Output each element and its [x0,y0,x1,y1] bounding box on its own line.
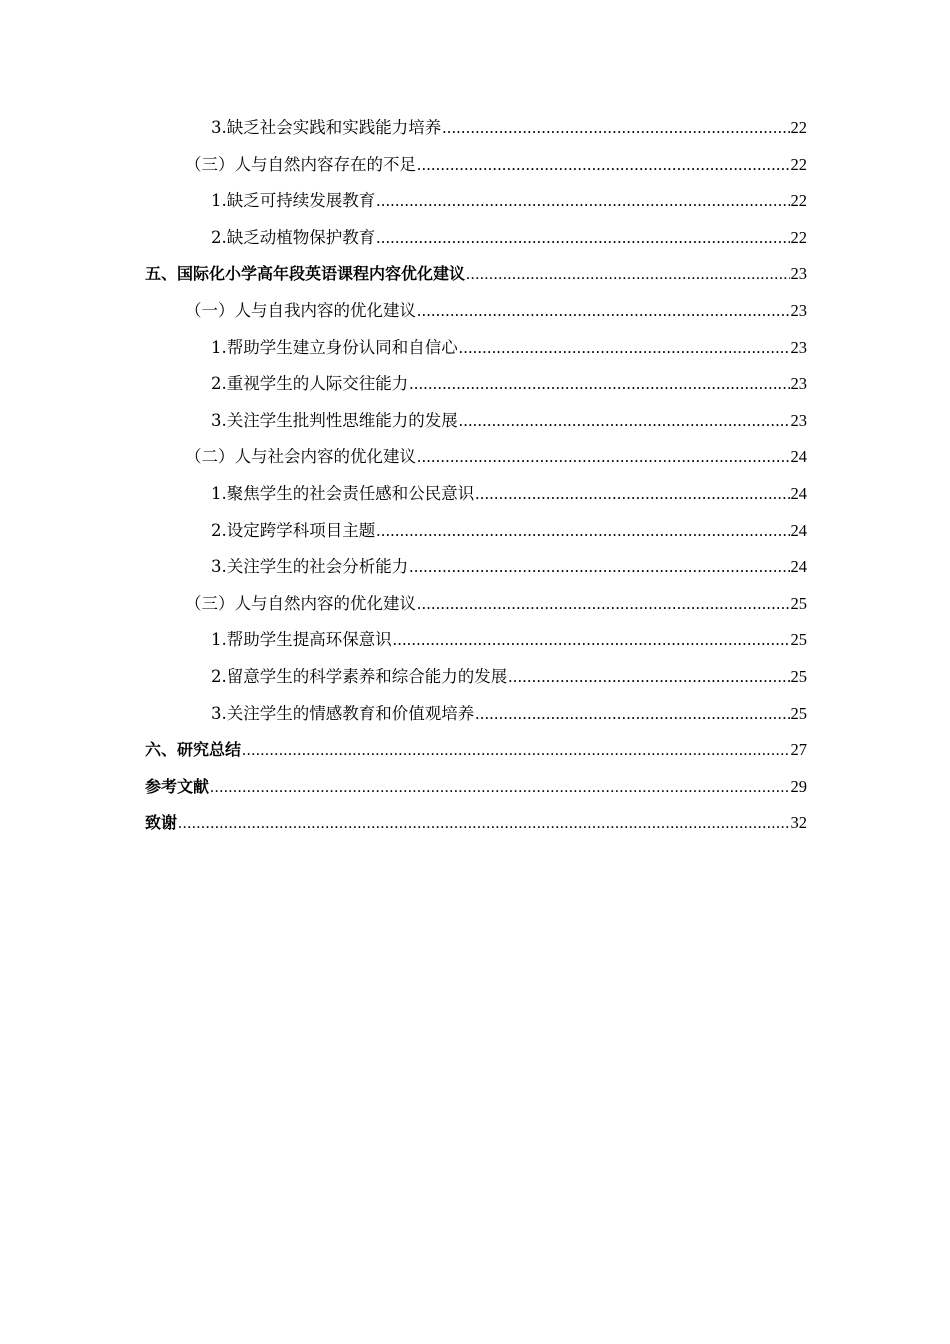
toc-page-number: 24 [790,520,807,540]
toc-entry[interactable] [145,586,807,623]
toc-dot-leader [393,622,790,659]
toc-entry[interactable] [145,622,807,659]
toc-entry[interactable] [145,696,807,733]
toc-dot-leader [459,403,790,440]
toc-entry-label: 1.帮助学生提高环保意识 [211,630,392,650]
toc-dot-leader [376,220,789,257]
toc-page-number: 25 [790,630,807,650]
toc-dot-leader [242,733,789,770]
toc-entry-label: 五、国际化小学高年段英语课程内容优化建议 [145,264,466,284]
toc-page-number: 23 [790,374,807,394]
toc-page-number: 22 [790,227,807,247]
toc-page-number: 23 [790,410,807,430]
toc-page-number: 24 [790,557,807,577]
toc-page-number: 27 [790,740,807,760]
toc-dot-leader [508,659,789,696]
toc-entry[interactable] [145,403,807,440]
toc-entry[interactable] [145,366,807,403]
toc-entry[interactable] [145,476,807,513]
toc-dot-leader [210,770,789,807]
toc-page-number: 23 [790,337,807,357]
toc-entry[interactable] [145,659,807,696]
toc-dot-leader [442,110,789,147]
toc-dot-leader [376,513,789,550]
toc-entry-label: 2.留意学生的科学素养和综合能力的发展 [211,666,508,686]
toc-dot-leader [459,330,790,367]
toc-entry[interactable] [145,110,807,147]
toc-page-number: 32 [790,813,807,833]
toc-dot-leader [376,183,789,220]
toc-page-number: 29 [790,776,807,796]
toc-entry[interactable] [145,256,807,293]
toc-entry[interactable] [145,805,807,842]
toc-entry-label: 参考文献 [145,776,210,796]
toc-entry-label: 1.缺乏可持续发展教育 [211,191,376,211]
toc-page-number: 25 [790,666,807,686]
toc-page-number: 24 [790,483,807,503]
toc-entry-label: 1.帮助学生建立身份认同和自信心 [211,337,458,357]
toc-page-number: 25 [790,593,807,613]
toc-entry-label: 3.关注学生批判性思维能力的发展 [211,410,458,430]
toc-entry[interactable] [145,549,807,586]
toc-entry[interactable] [145,147,807,184]
table-of-contents [145,110,807,842]
toc-entry-label: 3.关注学生的情感教育和价值观培养 [211,703,475,723]
toc-entry[interactable] [145,513,807,550]
toc-entry-label: 3.缺乏社会实践和实践能力培养 [211,118,442,137]
toc-entry-label: 致谢 [145,813,178,833]
toc-dot-leader [417,147,790,184]
toc-entry-label: 3.关注学生的社会分析能力 [211,557,409,577]
toc-page-number: 23 [790,300,807,320]
toc-dot-leader [475,696,789,733]
toc-dot-leader [409,366,789,403]
toc-page-number: 22 [790,154,807,174]
toc-entry[interactable] [145,439,807,476]
toc-entry-label: （三）人与自然内容存在的不足 [185,154,416,174]
toc-entry-label: 2.设定跨学科项目主题 [211,520,376,540]
toc-entry[interactable] [145,732,807,769]
toc-entry-label: 六、研究总结 [145,740,242,760]
toc-dot-leader [417,586,790,623]
toc-dot-leader [475,476,789,513]
toc-dot-leader [417,293,790,330]
toc-entry-label: （三）人与自然内容的优化建议 [185,593,416,613]
toc-entry-label: 2.缺乏动植物保护教育 [211,227,376,247]
toc-dot-leader [466,257,789,294]
toc-entry-label: （一）人与自我内容的优化建议 [185,300,416,320]
toc-entry-label: （二）人与社会内容的优化建议 [185,447,416,467]
toc-page-number: 22 [790,191,807,211]
toc-entry[interactable] [145,220,807,257]
toc-entry-label: 1.聚焦学生的社会责任感和公民意识 [211,483,475,503]
toc-entry-label: 2.重视学生的人际交往能力 [211,374,409,394]
toc-page-number: 24 [790,447,807,467]
toc-dot-leader [409,549,789,586]
toc-entry[interactable] [145,183,807,220]
toc-page-number: 25 [790,703,807,723]
toc-dot-leader [417,439,790,476]
toc-page-number: 23 [790,264,807,284]
toc-page-number: 22 [790,118,807,137]
toc-dot-leader [178,806,789,843]
toc-entry[interactable] [145,330,807,367]
toc-entry[interactable] [145,293,807,330]
toc-entry[interactable] [145,769,807,806]
